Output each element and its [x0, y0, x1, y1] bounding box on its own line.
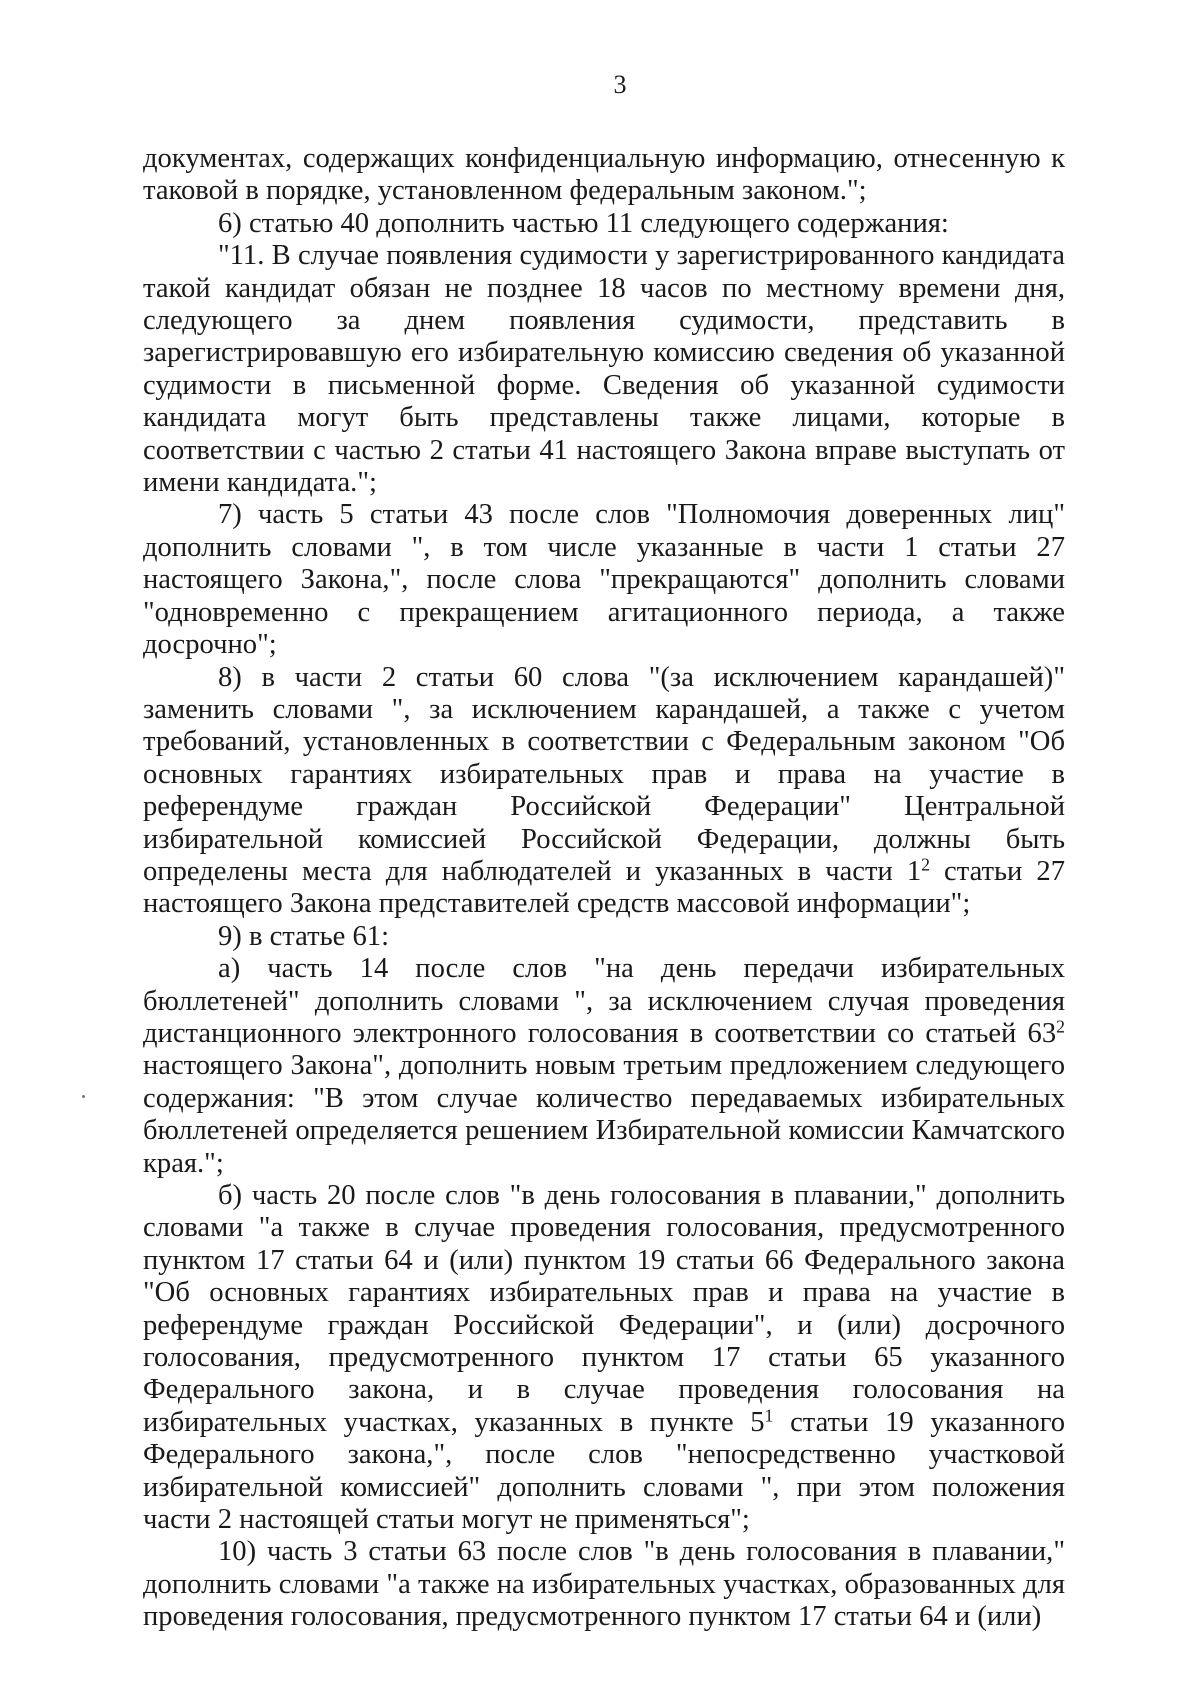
paragraph-7-text-before: а) часть 14 после слов "на день передачи избирательных бюллетеней" дополнить словами ", за исключением случая проведения дистанционного электронного голосования в соответствии со статьей 63 — [143, 953, 1065, 1049]
page-number: 3 — [613, 70, 627, 99]
paragraph-4: 7) часть 5 статьи 43 после слов "Полномочия доверенных лиц" дополнить словами ", в том числе указанные в части 1 статьи 27 настоящего Закона,", после слова "прекращаются" дополнить словами "одновременно с прекращением агитационного периода, а также досрочно"; — [143, 499, 1065, 661]
paragraph-8 — [143, 1180, 1065, 1536]
paragraph-3: "11. В случае появления судимости у зарегистрированного кандидата такой кандидат обязан не позднее 18 часов по местному времени дня, следующего за днем появления судимости, представить в зарегистрировавшую его избирательную комиссию сведения об указанной судимости в письменной форме. Сведения об указанной судимости кандидата могут быть представлены также лицами, которые в соответствии с частью 2 статьи 41 настоящего Закона вправе выступать от имени кандидата."; — [143, 240, 1065, 499]
paragraph-8-text-after: статьи 19 указанного Федерального закона,", после слов "непосредственно участковой избирательной комиссией" дополнить словами ", при этом положения части 2 настоящей статьи могут не применяться"; — [143, 1406, 1066, 1536]
paragraph-1: документах, содержащих конфиденциальную информацию, отнесенную к таковой в порядке, установленном федеральным законом."; — [143, 143, 1065, 207]
paragraph-5-superscript: 2 — [921, 854, 930, 875]
paragraph-9: 10) часть 3 статьи 63 после слов "в день голосования в плавании," дополнить словами "а также на избирательных участках, образованных для проведения голосования, предусмотренного пунктом 17 статьи 64 и (или) — [143, 1536, 1065, 1633]
document-body — [143, 143, 1065, 1634]
paragraph-2: 6) статью 40 дополнить частью 11 следующего содержания: — [218, 207, 949, 239]
paragraph-8-text-before: б) часть 20 после слов "в день голосования в плавании," дополнить словами "а также в случае проведения голосования, предусмотренного пунктом 17 статьи 64 и (или) пунктом 19 статьи 66 Федерального закона "Об основных гарантиях избирательных прав и права на участие в референдуме граждан Российской Федерации", и (или) досрочного голосования, предусмотренного пунктом 17 статьи 65 указанного Федерального закона, и в случае проведения голосования на избирательных участках, указанных в пункте 5 — [143, 1180, 1065, 1438]
paragraph-8-superscript: 1 — [764, 1405, 774, 1426]
paragraph-5-text-after: статьи 27 настоящего Закона представителей средств массовой информации"; — [143, 855, 1065, 920]
paragraph-5-text-before: 8) в части 2 статьи 60 слова "(за исключением карандашей)" заменить словами ", за исключением карандашей, а также с учетом требований, установленных в соответствии с Федеральным законом "Об основных гарантиях избирательных прав и права на участие в референдуме граждан Российской Федерации" Центральной избирательной комиссией Российской Федерации, должны быть определены места для наблюдателей и указанных в части 1 — [143, 661, 1065, 887]
paragraph-7 — [143, 953, 1065, 1180]
paragraph-5 — [143, 662, 1065, 921]
paragraph-7-text-after: настоящего Закона", дополнить новым третьим предложением следующего содержания: "В этом случае количество передаваемых избирательных бюллетеней определяется решением Избирательной комиссии Камчатского края."; — [143, 1050, 1065, 1179]
paragraph-7-superscript: 2 — [1056, 1016, 1065, 1037]
paragraph-6: 9) в статье 61: — [218, 920, 390, 952]
scan-artifact-dot — [82, 1095, 85, 1098]
